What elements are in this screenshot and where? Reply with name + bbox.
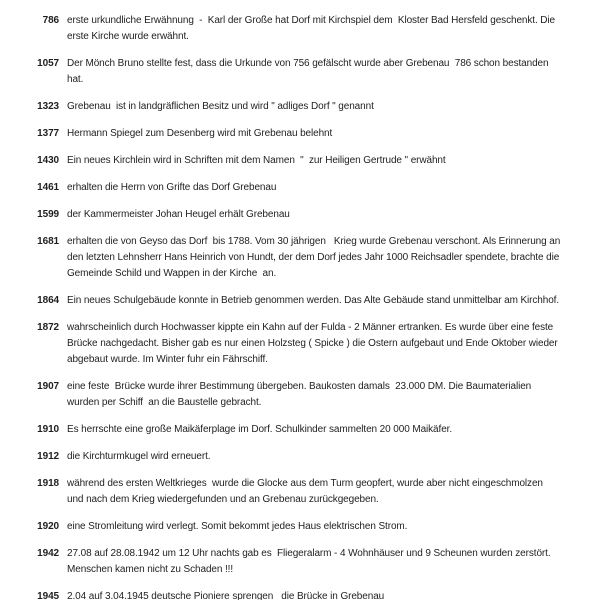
entry-text-line: 27.08 auf 28.08.1942 um 12 Uhr nachts gab es Fliegeralarm - 4 Wohnhäuser und 9 Scheunen wurden zerstört. (67, 548, 551, 559)
entry-text (67, 13, 562, 45)
entry-text (67, 476, 562, 508)
entry-text-line: den letzten Lehnsherr Hans Heinrich von Hundt, der dem Dorf jedes Jahr 1000 Reichsadler spendete, brachte die (67, 252, 560, 263)
timeline-entry (33, 293, 562, 309)
entry-year: 1872 (37, 322, 59, 333)
entry-year: 1461 (37, 182, 59, 193)
entry-text-line: Ein neues Kirchlein wird in Schriften mit dem Namen " zur Heiligen Gertrude " erwähnt (67, 155, 446, 166)
timeline-entry (33, 320, 562, 368)
entry-text-line: eine feste Brücke wurde ihrer Bestimmung übergeben. Baukosten damals 23.000 DM. Die Baumaterialien (67, 381, 532, 392)
entry-text-line: 2.04 auf 3.04.1945 deutsche Pioniere sprengen die Brücke in Grebenau (67, 591, 385, 600)
entry-text-line: wahrscheinlich durch Hochwasser kippte ein Kahn auf der Fulda - 2 Männer ertranken. Es wurde über eine feste (67, 322, 554, 333)
entry-year: 1323 (37, 101, 59, 112)
timeline (33, 13, 562, 600)
entry-year: 1599 (37, 209, 59, 220)
entry-text (67, 546, 562, 578)
entry-text-line: die Kirchturmkugel wird erneuert. (67, 451, 211, 462)
entry-text-line: Brücke nachgedacht. Bisher gab es nur einen Holzsteg ( Spicke ) die Ostern aufgebaut und Ende Oktober wieder (67, 338, 558, 349)
timeline-entry (33, 422, 562, 438)
timeline-entry (33, 207, 562, 223)
timeline-entry (33, 449, 562, 465)
timeline-entry (33, 476, 562, 508)
timeline-entry (33, 153, 562, 169)
timeline-entry (33, 589, 562, 600)
timeline-entry (33, 546, 562, 578)
entry-year: 1942 (37, 548, 59, 559)
entry-text (67, 99, 562, 115)
entry-year: 1920 (37, 521, 59, 532)
entry-text (67, 422, 562, 438)
entry-year: 1907 (37, 381, 59, 392)
entry-text-line: der Kammermeister Johan Heugel erhält Grebenau (67, 209, 290, 220)
entry-text (67, 293, 562, 309)
entry-text (67, 449, 562, 465)
timeline-entry (33, 13, 562, 45)
entry-text (67, 126, 562, 142)
timeline-entry (33, 519, 562, 535)
entry-text-line: erste Kirche wurde erwähnt. (67, 31, 189, 42)
entry-text (67, 379, 562, 411)
entry-year: 1918 (37, 478, 59, 489)
entry-text-line: erhalten die von Geyso das Dorf bis 1788. Vom 30 jährigen Krieg wurde Grebenau verschont. Als Erinnerung an (67, 236, 561, 247)
entry-text-line: abgebaut wurde. Im Winter fuhr ein Fährschiff. (67, 354, 268, 365)
timeline-entry (33, 379, 562, 411)
timeline-entry (33, 126, 562, 142)
entry-text-line: wurden per Schiff an die Baustelle gebracht. (67, 397, 262, 408)
entry-text-line: erste urkundliche Erwähnung - Karl der Große hat Dorf mit Kirchspiel dem Kloster Bad Hersfeld geschenkt. Die (67, 15, 556, 26)
entry-text (67, 589, 562, 600)
entry-text-line: Ein neues Schulgebäude konnte in Betrieb genommen werden. Das Alte Gebäude stand unmittelbar am Kirchhof. (67, 295, 560, 306)
entry-year: 1377 (37, 128, 59, 139)
entry-text-line: Grebenau ist in landgräflichen Besitz und wird " adliges Dorf " genannt (67, 101, 374, 112)
entry-year: 1912 (37, 451, 59, 462)
timeline-entry (33, 99, 562, 115)
timeline-entry (33, 234, 562, 282)
entry-text-line: und nach dem Krieg wiedergefunden und an Grebenau zurückgegeben. (67, 494, 379, 505)
entry-text-line: Der Mönch Bruno stellte fest, dass die Urkunde von 756 gefälscht wurde aber Grebenau 786 schon bestanden (67, 58, 549, 69)
entry-year: 1864 (37, 295, 59, 306)
timeline-entry (33, 56, 562, 88)
entry-year: 1681 (37, 236, 59, 247)
entry-text (67, 519, 562, 535)
entry-text (67, 320, 562, 368)
entry-text-line: während des ersten Weltkrieges wurde die Glocke aus dem Turm geopfert, wurde aber nicht eingeschmolzen (67, 478, 543, 489)
entry-year: 1057 (37, 58, 59, 69)
entry-text (67, 207, 562, 223)
entry-text (67, 153, 562, 169)
entry-text-line: Hermann Spiegel zum Desenberg wird mit Grebenau belehnt (67, 128, 333, 139)
entry-text (67, 234, 562, 282)
entry-text-line: Gemeinde Schild und Wappen in der Kirche an. (67, 268, 277, 279)
entry-text-line: erhalten die Herrn von Grifte das Dorf Grebenau (67, 182, 277, 193)
entry-year: 1945 (37, 591, 59, 600)
entry-year: 1430 (37, 155, 59, 166)
timeline-entry (33, 180, 562, 196)
entry-year: 786 (42, 15, 59, 26)
entry-text (67, 56, 562, 88)
entry-text (67, 180, 562, 196)
entry-text-line: hat. (67, 74, 84, 85)
entry-text-line: eine Stromleitung wird verlegt. Somit bekommt jedes Haus elektrischen Strom. (67, 521, 408, 532)
entry-text-line: Menschen kamen nicht zu Schaden !!! (67, 564, 234, 575)
entry-year: 1910 (37, 424, 59, 435)
entry-text-line: Es herrschte eine große Maikäferplage im Dorf. Schulkinder sammelten 20 000 Maikäfer. (67, 424, 453, 435)
